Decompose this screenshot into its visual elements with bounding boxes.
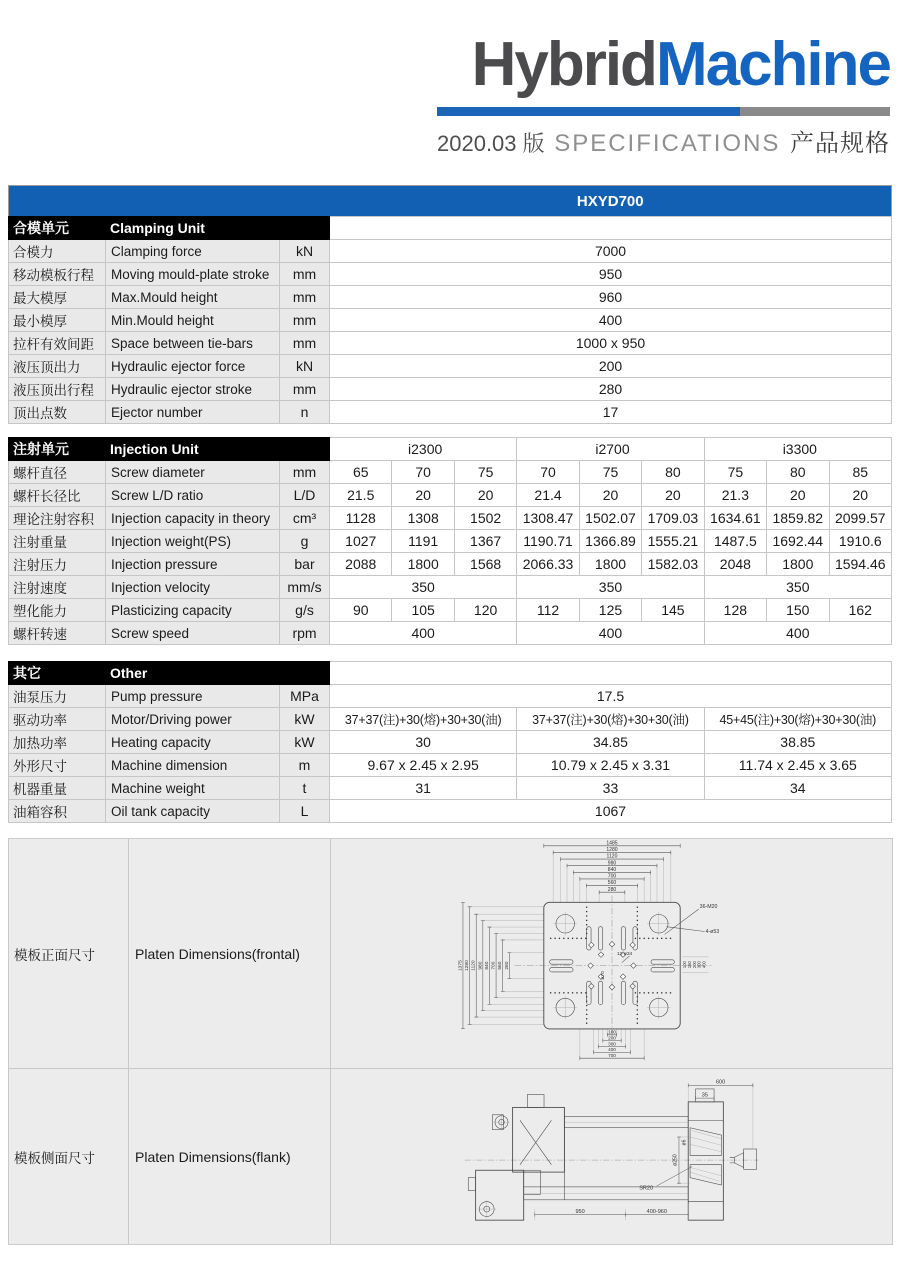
row-label-cn: 合模力: [9, 240, 106, 263]
annotation-label: ø70: [600, 971, 606, 980]
spec-row: [9, 263, 892, 286]
row-label-en: Hydraulic ejector force: [106, 355, 280, 378]
row-value: 34: [704, 777, 891, 800]
row-value: 105: [392, 599, 454, 622]
row-value: 1582.03: [642, 553, 704, 576]
section-blank: [330, 217, 892, 240]
row-label-en: Oil tank capacity: [106, 800, 280, 823]
dim-label: ø250: [672, 1154, 679, 1166]
spec-row: [9, 576, 892, 599]
spec-row: [9, 599, 892, 622]
annotation-label: 12-ø34: [616, 951, 632, 957]
row-value: 17: [330, 401, 892, 424]
row-unit: L/D: [280, 484, 330, 507]
row-value: 145: [642, 599, 704, 622]
row-value: 1502: [454, 507, 516, 530]
injection-unit-table: [8, 437, 892, 645]
row-value: 80: [767, 461, 829, 484]
clamping-unit-table: [8, 185, 892, 424]
row-value: 150: [767, 599, 829, 622]
row-label-en: Motor/Driving power: [106, 708, 280, 731]
row-label-cn: 油泵压力: [9, 685, 106, 708]
row-value: 20: [454, 484, 516, 507]
row-value: 37+37(注)+30(熔)+30+30(油): [330, 708, 517, 731]
other-section-row: [9, 662, 892, 685]
brand-logo: [472, 30, 890, 100]
dim-label: 300: [607, 1041, 616, 1047]
row-value: 75: [579, 461, 641, 484]
row-value: 1128: [330, 507, 392, 530]
brand-bar-blue: [437, 107, 740, 116]
spec-row: [9, 332, 892, 355]
row-unit: kN: [280, 355, 330, 378]
row-value: 65: [330, 461, 392, 484]
row-unit: cm³: [280, 507, 330, 530]
platen-drawings-table: [8, 838, 893, 1245]
spec-row: [9, 685, 892, 708]
row-unit: MPa: [280, 685, 330, 708]
row-label-en: Injection capacity in theory: [106, 507, 280, 530]
row-label-en: Moving mould-plate stroke: [106, 263, 280, 286]
dim-label: 950: [575, 1208, 585, 1215]
brand-bar-gray: [740, 107, 890, 116]
row-value: 70: [392, 461, 454, 484]
other-table: [8, 661, 892, 823]
dim-label: 400: [701, 961, 707, 969]
frontal-row: [9, 839, 893, 1069]
section-blank: [330, 662, 892, 685]
row-value: 400: [517, 622, 704, 645]
row-value: 20: [829, 484, 891, 507]
row-value: 21.5: [330, 484, 392, 507]
dim-label: 1280: [605, 847, 618, 854]
annotation-label: 4-ø53: [705, 929, 719, 936]
row-label-cn: 塑化能力: [9, 599, 106, 622]
row-label-cn: 驱动功率: [9, 708, 106, 731]
dim-label: 700: [491, 961, 497, 970]
dim-label: 980: [607, 860, 616, 867]
flank-platen-drawing: [459, 1074, 764, 1236]
dim-label: 200: [607, 1035, 616, 1041]
row-label-cn: 顶出点数: [9, 401, 106, 424]
dim-label: 1280: [464, 960, 470, 972]
row-label-en: Machine dimension: [106, 754, 280, 777]
row-value: 1800: [392, 553, 454, 576]
dim-label: 1375: [457, 960, 463, 972]
row-value: 1692.44: [767, 530, 829, 553]
row-label-cn: 外形尺寸: [9, 754, 106, 777]
row-value: 9.67 x 2.45 x 2.95: [330, 754, 517, 777]
row-value: 1709.03: [642, 507, 704, 530]
row-label-en: Min.Mould height: [106, 309, 280, 332]
model-header-row: [9, 186, 892, 217]
dim-label: 840: [484, 961, 490, 970]
row-value: 950: [330, 263, 892, 286]
spec-row: [9, 731, 892, 754]
row-value: 1191: [392, 530, 454, 553]
specifications-label: SPECIFICATIONS: [554, 130, 781, 157]
spec-row: [9, 777, 892, 800]
row-label-en: Hydraulic ejector stroke: [106, 378, 280, 401]
row-value: 400: [704, 622, 891, 645]
clamping-section-row: [9, 217, 892, 240]
row-unit: m: [280, 754, 330, 777]
row-unit: mm: [280, 332, 330, 355]
row-label-en: Clamping force: [106, 240, 280, 263]
row-value: 120: [454, 599, 516, 622]
row-value: 80: [642, 461, 704, 484]
row-label-en: Space between tie-bars: [106, 332, 280, 355]
dim-label: 700: [607, 873, 616, 880]
row-value: 1555.21: [642, 530, 704, 553]
row-unit: mm: [280, 309, 330, 332]
row-label-en: Heating capacity: [106, 731, 280, 754]
row-value: 1568: [454, 553, 516, 576]
annotation-label: 36-M20: [699, 904, 717, 911]
row-value: 1308: [392, 507, 454, 530]
row-unit: t: [280, 777, 330, 800]
row-value: 31: [330, 777, 517, 800]
dim-label: 600: [715, 1079, 726, 1086]
model-header-spacer: [9, 186, 330, 217]
dim-label: 100: [607, 1029, 616, 1035]
injection-section-row: [9, 438, 892, 461]
row-unit: rpm: [280, 622, 330, 645]
row-label-cn: 最大模厚: [9, 286, 106, 309]
row-value: 2066.33: [517, 553, 579, 576]
row-value: 1308.47: [517, 507, 579, 530]
row-value: 1910.6: [829, 530, 891, 553]
row-label-cn: 螺杆直径: [9, 461, 106, 484]
row-value: 34.85: [517, 731, 704, 754]
row-label-cn: 机器重量: [9, 777, 106, 800]
spec-row: [9, 800, 892, 823]
row-label-cn: 加热功率: [9, 731, 106, 754]
row-value: 128: [704, 599, 766, 622]
dim-label: 1120: [606, 853, 617, 860]
row-label-en: Injection velocity: [106, 576, 280, 599]
dim-label: 200: [691, 961, 697, 969]
row-unit: kW: [280, 708, 330, 731]
row-label-en: Screw diameter: [106, 461, 280, 484]
dim-label: 1485: [605, 840, 618, 847]
spec-row: [9, 754, 892, 777]
row-unit: n: [280, 401, 330, 424]
section-label-cn: 合模单元: [9, 217, 106, 240]
spec-row: [9, 401, 892, 424]
row-value: 10.79 x 2.45 x 3.31: [517, 754, 704, 777]
row-label-en: Plasticizing capacity: [106, 599, 280, 622]
spec-row: [9, 507, 892, 530]
row-label-cn: 注射压力: [9, 553, 106, 576]
row-label-cn: 液压顶出行程: [9, 378, 106, 401]
row-value: 17.5: [330, 685, 892, 708]
row-value: 2048: [704, 553, 766, 576]
dim-label: 280: [607, 886, 616, 893]
dim-label: SR20: [639, 1185, 654, 1192]
spec-row: [9, 553, 892, 576]
row-value: 75: [704, 461, 766, 484]
row-value: 38.85: [704, 731, 891, 754]
dim-label: 980: [477, 961, 483, 970]
flank-label-en: Platen Dimensions(flank): [129, 1069, 331, 1245]
row-value: 1367: [454, 530, 516, 553]
dim-label: 35: [701, 1092, 708, 1099]
row-value: 30: [330, 731, 517, 754]
dim-label: 560: [497, 961, 503, 970]
logo-hybrid: Hybrid: [471, 30, 656, 99]
row-value: 960: [330, 286, 892, 309]
row-value: 7000: [330, 240, 892, 263]
row-value: 11.74 x 2.45 x 3.65: [704, 754, 891, 777]
row-unit: mm: [280, 461, 330, 484]
spec-row: [9, 461, 892, 484]
row-value: 21.3: [704, 484, 766, 507]
section-label-en: Injection Unit: [106, 438, 330, 461]
spec-row: [9, 240, 892, 263]
section-label-en: Clamping Unit: [106, 217, 330, 240]
row-label-cn: 拉杆有效间距: [9, 332, 106, 355]
row-label-cn: 移动模板行程: [9, 263, 106, 286]
row-label-en: Pump pressure: [106, 685, 280, 708]
row-unit: kN: [280, 240, 330, 263]
row-label-en: Injection pressure: [106, 553, 280, 576]
row-label-en: Screw L/D ratio: [106, 484, 280, 507]
spec-row: [9, 484, 892, 507]
row-value: 45+45(注)+30(熔)+30+30(油): [704, 708, 891, 731]
row-value: 1800: [579, 553, 641, 576]
row-value: 20: [767, 484, 829, 507]
product-spec-label: 产品规格: [789, 130, 890, 157]
row-value: 1487.5: [704, 530, 766, 553]
row-unit: g: [280, 530, 330, 553]
row-label-cn: 注射速度: [9, 576, 106, 599]
spec-row: [9, 530, 892, 553]
dim-label: 150: [686, 961, 692, 969]
row-label-cn: 最小模厚: [9, 309, 106, 332]
dim-label: 1120: [471, 960, 477, 971]
row-label-en: Ejector number: [106, 401, 280, 424]
row-label-cn: 理论注射容积: [9, 507, 106, 530]
row-value: 85: [829, 461, 891, 484]
section-label-cn: 其它: [9, 662, 106, 685]
row-value: 2088: [330, 553, 392, 576]
row-value: 20: [579, 484, 641, 507]
group-header-i2300: i2300: [330, 438, 517, 461]
row-value: 37+37(注)+30(熔)+30+30(油): [517, 708, 704, 731]
logo-machine: Machine: [655, 30, 890, 99]
spec-row: [9, 708, 892, 731]
row-value: 1190.71: [517, 530, 579, 553]
row-value: 90: [330, 599, 392, 622]
row-value: 1027: [330, 530, 392, 553]
frontal-platen-drawing: [456, 839, 768, 1065]
spec-row: [9, 286, 892, 309]
row-unit: mm/s: [280, 576, 330, 599]
row-label-cn: 油箱容积: [9, 800, 106, 823]
group-header-i3300: i3300: [704, 438, 891, 461]
subtitle-row: [437, 123, 890, 158]
row-label-en: Screw speed: [106, 622, 280, 645]
row-value: 75: [454, 461, 516, 484]
group-header-i2700: i2700: [517, 438, 704, 461]
frontal-label-cn: 模板正面尺寸: [9, 839, 129, 1069]
row-value: 350: [517, 576, 704, 599]
row-value: 21.4: [517, 484, 579, 507]
spec-row: [9, 378, 892, 401]
row-unit: mm: [280, 378, 330, 401]
row-value: 20: [642, 484, 704, 507]
row-value: 125: [579, 599, 641, 622]
row-label-en: Machine weight: [106, 777, 280, 800]
dim-label: 840: [607, 866, 616, 873]
row-value: 33: [517, 777, 704, 800]
row-value: 200: [330, 355, 892, 378]
frontal-drawing-cell: [331, 839, 893, 1069]
spec-row: [9, 309, 892, 332]
row-value: 1366.89: [579, 530, 641, 553]
row-value: 1634.61: [704, 507, 766, 530]
row-value: 1594.46: [829, 553, 891, 576]
row-unit: mm: [280, 286, 330, 309]
row-label-cn: 螺杆转速: [9, 622, 106, 645]
dim-label: 100: [681, 961, 687, 969]
row-unit: bar: [280, 553, 330, 576]
row-value: 350: [330, 576, 517, 599]
dim-label: 700: [607, 1053, 616, 1059]
row-unit: L: [280, 800, 330, 823]
row-value: 400: [330, 309, 892, 332]
dim-label: 400-960: [646, 1208, 667, 1215]
row-label-cn: 注射重量: [9, 530, 106, 553]
row-value: 1000 x 950: [330, 332, 892, 355]
section-label-en: Other: [106, 662, 330, 685]
spec-row: [9, 622, 892, 645]
row-value: 70: [517, 461, 579, 484]
brand-bar: [437, 107, 890, 116]
row-value: 1502.07: [579, 507, 641, 530]
row-unit: kW: [280, 731, 330, 754]
spec-row: [9, 355, 892, 378]
row-value: 280: [330, 378, 892, 401]
dim-label: 400: [607, 1047, 616, 1053]
edition-label: 2020.03 版: [437, 131, 545, 156]
frontal-label-en: Platen Dimensions(frontal): [129, 839, 331, 1069]
row-value: 112: [517, 599, 579, 622]
dim-label: ø6: [681, 1139, 688, 1146]
row-value: 1859.82: [767, 507, 829, 530]
flank-row: [9, 1069, 893, 1245]
row-value: 350: [704, 576, 891, 599]
row-label-cn: 液压顶出力: [9, 355, 106, 378]
row-value: 1067: [330, 800, 892, 823]
row-value: 400: [330, 622, 517, 645]
dim-label: 280: [504, 961, 510, 970]
flank-label-cn: 模板侧面尺寸: [9, 1069, 129, 1245]
row-unit: g/s: [280, 599, 330, 622]
row-label-cn: 螺杆长径比: [9, 484, 106, 507]
row-unit: mm: [280, 263, 330, 286]
dim-label: 300: [696, 961, 702, 969]
section-label-cn: 注射单元: [9, 438, 106, 461]
row-value: 2099.57: [829, 507, 891, 530]
row-value: 1800: [767, 553, 829, 576]
model-name: HXYD700: [330, 186, 892, 217]
row-value: 20: [392, 484, 454, 507]
row-label-en: Max.Mould height: [106, 286, 280, 309]
flank-drawing-cell: [331, 1069, 893, 1245]
row-value: 162: [829, 599, 891, 622]
dim-label: 560: [607, 880, 616, 887]
row-label-en: Injection weight(PS): [106, 530, 280, 553]
